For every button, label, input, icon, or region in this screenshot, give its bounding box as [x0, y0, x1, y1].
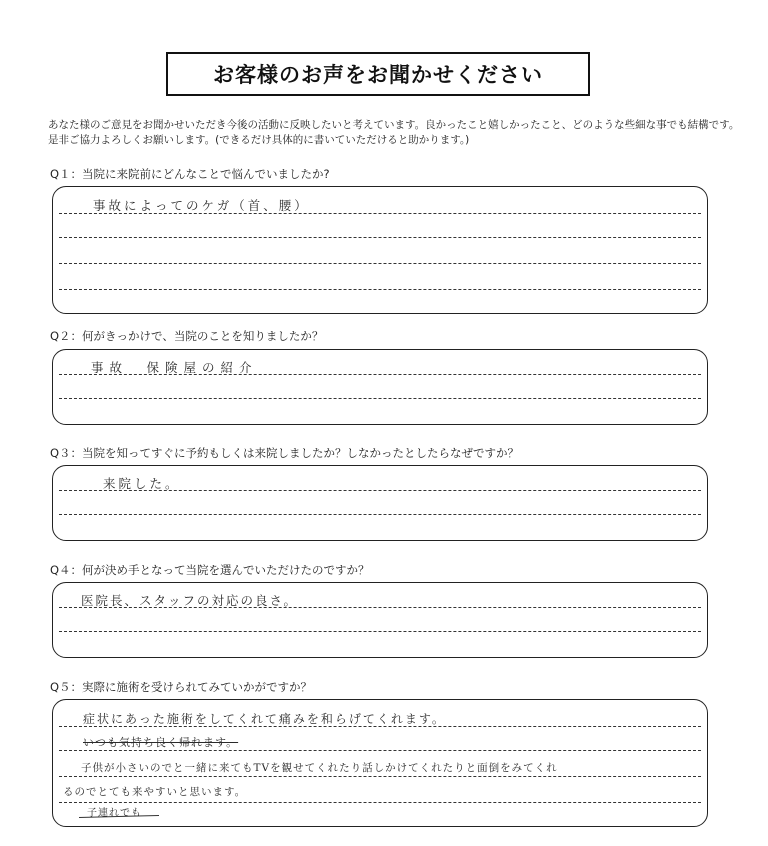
- handwritten-answer: 医院長、スタッフの対応の良さ。: [81, 593, 299, 608]
- intro-line: 是非ご協力よろしくお願いします。(できるだけ具体的に書いていただけると助かります。): [48, 134, 470, 146]
- handwritten-answer: 事故 保険屋の紹介: [91, 360, 258, 375]
- ruled-line: [59, 750, 701, 751]
- handwritten-answer: 事故によってのケガ（首、腰）: [93, 198, 310, 213]
- question-2-label: Q２：何がきっかけで、当院のことを知りましたか？: [50, 329, 324, 343]
- answer-box-3[interactable]: [52, 465, 708, 541]
- ruled-line: [59, 514, 701, 515]
- question-1-label: Q１：当院に来院前にどんなことで悩んでいましたか?: [50, 167, 330, 181]
- handwritten-answer-line: るのでとても来やすいと思います。: [63, 786, 247, 798]
- ruled-line: [59, 802, 701, 803]
- question-5-label: Q５：実際に施術を受けられてみていかがですか？: [50, 680, 313, 694]
- handwritten-answer-line: いつも気持ち良く帰れます。: [83, 736, 239, 749]
- ruled-line: [59, 237, 701, 238]
- page-title: お客様のお声をお聞かせください: [166, 52, 590, 96]
- ruled-line: [59, 289, 701, 290]
- handwritten-answer-line: 症状にあった施術をしてくれて痛みを和らげてくれます。: [83, 712, 446, 726]
- handwritten-answer-line: 子供が小さいのでと一緒に来てもTVを観せてくれたり話しかけてくれたりと面倒をみてくれ: [81, 762, 558, 774]
- answer-box-2[interactable]: [52, 349, 708, 425]
- handwritten-answer: 来院した。: [103, 476, 181, 491]
- intro-line: あなた様のご意見をお聞かせいただき今後の活動に反映したいと考えています。良かったこと嬉しかったこと、どのような些細な事でも結構です。: [48, 119, 740, 131]
- answer-box-1[interactable]: [52, 186, 708, 314]
- ruled-line: [59, 631, 701, 632]
- intro-text: [48, 118, 748, 148]
- answer-box-5[interactable]: [52, 699, 708, 827]
- handwritten-answer-insert: 子連れでも: [87, 808, 142, 819]
- question-3-label: Q３：当院を知ってすぐに予約もしくは来院しましたか？しなかったとしたらなぜですか？: [50, 446, 520, 460]
- ruled-line: [59, 776, 701, 777]
- question-4-label: Q４：何が決め手となって当院を選んでいただけたのですか？: [50, 563, 370, 577]
- answer-box-4[interactable]: [52, 582, 708, 658]
- ruled-line: [59, 263, 701, 264]
- ruled-line: [59, 398, 701, 399]
